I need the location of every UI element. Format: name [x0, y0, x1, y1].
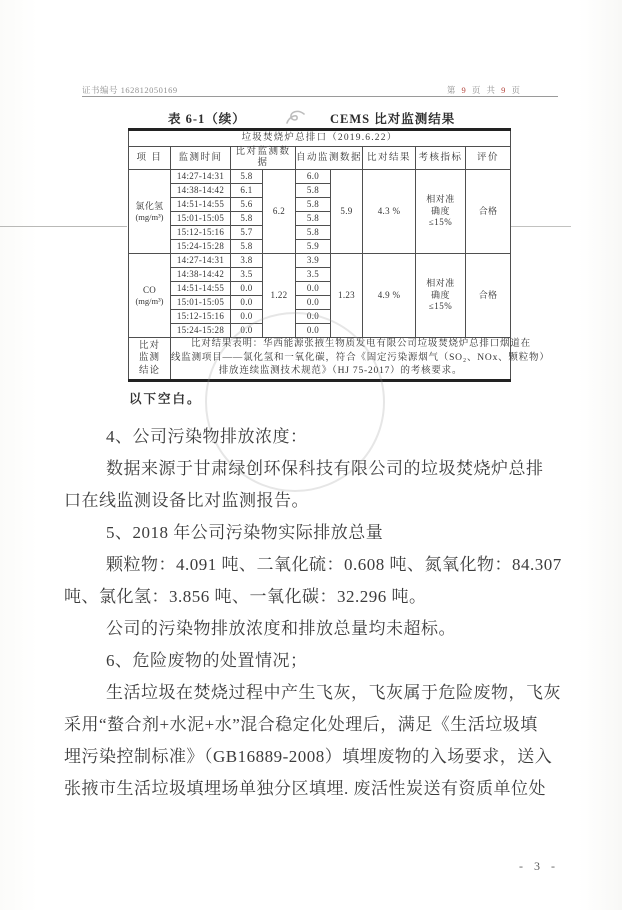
cell-time: 14:51-14:55: [171, 198, 231, 212]
cell-auto: 3.5: [296, 268, 331, 282]
body-line: 颗粒物：4.091 吨、二氧化硫：0.608 吨、氮氧化物：84.307: [106, 555, 562, 574]
cell-auto: 5.8: [296, 226, 331, 240]
body-line: 4、公司污染物排放浓度：: [106, 427, 308, 446]
body-line: 采用“螯合剂+水泥+水”混合稳定化处理后，满足《生活垃圾填: [64, 715, 538, 734]
cell-auto: 6.0: [296, 170, 331, 184]
cell-item: [129, 170, 171, 254]
cell-time: 15:24-15:28: [171, 240, 231, 254]
certificate-label: 证书编号: [82, 85, 119, 95]
item-name: 氯化氢: [135, 200, 164, 211]
cell-auto: 3.9: [296, 254, 331, 268]
header-divider: [82, 96, 558, 97]
table-title-text: CEMS 比对监测结果: [330, 112, 456, 126]
cell-manual-avg: 6.2: [263, 170, 296, 254]
cell-result: 4.3 %: [363, 170, 416, 254]
cell-auto-avg: 1.23: [331, 254, 363, 338]
cell-time: 14:51-14:55: [171, 282, 231, 296]
item-name: CO: [142, 284, 157, 295]
body-line: 5、2018 年公司污染物实际排放总量: [106, 523, 384, 542]
conclusion-label: 比对 监测 结论: [129, 338, 171, 381]
cell-manual: 0.0: [231, 310, 263, 324]
stamp-watermark: [205, 312, 385, 492]
page-indicator-text: 第: [446, 85, 462, 95]
cell-manual: 0.0: [231, 324, 263, 338]
col-header-auto: 自动监测数据: [296, 147, 363, 170]
cell-auto: 0.0: [296, 296, 331, 310]
body-line: 公司的污染物排放浓度和排放总量均未超标。: [106, 619, 456, 638]
table-row: [129, 254, 511, 268]
body-line: 口在线监测设备比对监测报告。: [64, 491, 309, 510]
cell-auto: 5.8: [296, 212, 331, 226]
cell-time: 14:27-14:31: [171, 254, 231, 268]
cell-manual: 5.8: [231, 170, 263, 184]
page-indicator-current: 9: [461, 85, 468, 95]
page-indicator-text: 页 共: [467, 85, 502, 95]
page-indicator-total: 9: [501, 85, 508, 95]
stamp-mark-icon: [284, 110, 306, 126]
body-line: 生活垃圾在焚烧过程中产生飞灰，飞灰属于危险废物，飞灰: [106, 683, 561, 702]
table-number-label: 表 6-1（续）: [168, 112, 246, 126]
conclusion-text: 比对结果表明：华西能源张掖生物质发电有限公司垃圾焚烧炉总排口烟道在 线监测项目——氯化氢和一氧化碳，符合《固定污染源烟气（SO₂、NOx、颗粒物） 排放连续监测技术规范》（HJ 75-2017）的考核要求。: [171, 338, 511, 381]
item-unit: (mg/m³): [135, 211, 164, 222]
cell-rating: 合格: [466, 254, 511, 338]
cell-time: 14:27-14:31: [171, 170, 231, 184]
cell-manual-avg: 1.22: [263, 254, 296, 338]
col-header-manual: 比对监测数据: [231, 147, 296, 170]
table-subtitle: 垃圾焚烧炉总排口（2019.6.22）: [129, 130, 511, 147]
table-row: [129, 170, 511, 184]
cell-time: 14:38-14:42: [171, 268, 231, 282]
cell-manual: 0.0: [231, 282, 263, 296]
cell-time: 15:01-15:05: [171, 296, 231, 310]
cell-time: 14:38-14:42: [171, 184, 231, 198]
col-header-time: 监测时间: [171, 147, 231, 170]
cell-time: 15:12-15:16: [171, 310, 231, 324]
body-line: 吨、氯化氢：3.856 吨、一氧化碳：32.296 吨。: [64, 587, 427, 606]
cell-time: 15:24-15:28: [171, 324, 231, 338]
cell-auto: 0.0: [296, 310, 331, 324]
scan-fold-line: [0, 226, 127, 227]
table-title: [128, 109, 510, 127]
body-line: 数据来源于甘肃绿创环保科技有限公司的垃圾焚烧炉总排: [106, 459, 544, 478]
cell-criterion: 相对准 确度 ≤15%: [416, 170, 466, 254]
cell-manual: 3.8: [231, 254, 263, 268]
page-number: - 3 -: [519, 859, 559, 873]
item-unit: (mg/m³): [135, 295, 164, 306]
certificate-value: 162812050169: [120, 85, 178, 95]
col-header-criterion: 考核指标: [416, 147, 466, 170]
body-line: 6、危险废物的处置情况；: [106, 651, 308, 670]
cell-auto: 5.8: [296, 184, 331, 198]
cell-time: 15:01-15:05: [171, 212, 231, 226]
cell-manual: 0.0: [231, 296, 263, 310]
cell-item: [129, 254, 171, 338]
body-line: 张掖市生活垃圾填埋场单独分区填埋. 废活性炭送有资质单位处: [64, 779, 546, 798]
col-header-result: 比对结果: [363, 147, 416, 170]
cell-auto: 5.9: [296, 240, 331, 254]
cell-time: 15:12-15:16: [171, 226, 231, 240]
cell-manual: 5.6: [231, 198, 263, 212]
cell-criterion: 相对准 确度 ≤15%: [416, 254, 466, 338]
certificate-number: [82, 84, 178, 96]
cell-manual: 5.8: [231, 240, 263, 254]
cell-rating: 合格: [466, 170, 511, 254]
cell-manual: 5.7: [231, 226, 263, 240]
scan-fold-line: [511, 226, 571, 227]
page-indicator: [400, 84, 522, 96]
cell-auto: 0.0: [296, 282, 331, 296]
col-header-rating: 评价: [466, 147, 511, 170]
page-indicator-text: 页: [507, 85, 522, 95]
cell-manual: 6.1: [231, 184, 263, 198]
blank-below-note: 以下空白。: [129, 392, 202, 406]
cell-auto: 5.8: [296, 198, 331, 212]
cell-auto: 0.0: [296, 324, 331, 338]
col-header-item: 项 目: [129, 147, 171, 170]
cell-manual: 5.8: [231, 212, 263, 226]
cell-manual: 3.5: [231, 268, 263, 282]
body-line: 埋污染控制标准》（GB16889-2008）填埋废物的入场要求，送入: [64, 747, 553, 766]
cell-result: 4.9 %: [363, 254, 416, 338]
cell-auto-avg: 5.9: [331, 170, 363, 254]
